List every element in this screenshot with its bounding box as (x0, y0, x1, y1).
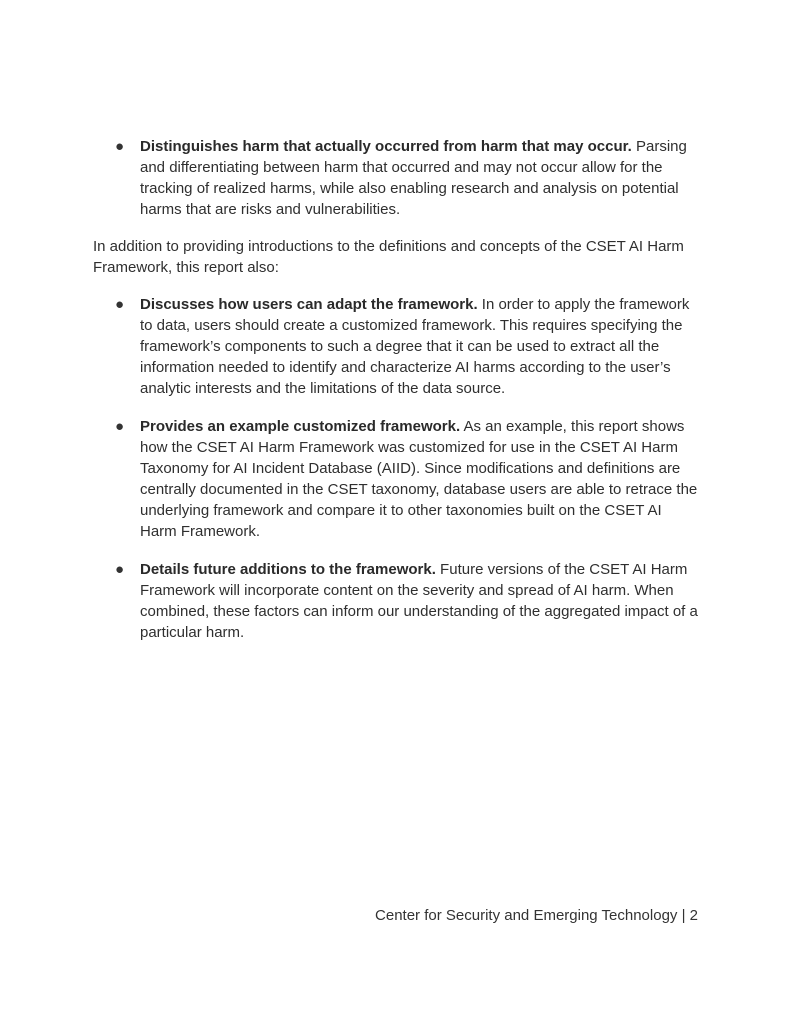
bullet-lead: Details future additions to the framework. (140, 561, 436, 578)
bullet-icon: ● (115, 296, 125, 313)
bullet-icon: ● (115, 561, 125, 578)
list-item (93, 136, 698, 220)
bullet-text: As an example, this report shows how the CSET AI Harm Framework was customized for use in the CSET AI Harm Taxonomy for AI Incident Database (AIID). Since modifications and definitions are centrally documented in the CSET taxonomy, database users are able to retrace the underlying framework and compare it to other taxonomies built on the CSET AI Harm Framework. (140, 418, 698, 540)
page-footer: Center for Security and Emerging Technology | 2 (375, 907, 698, 924)
bullet-lead: Distinguishes harm that actually occurred from harm that may occur. (140, 138, 632, 155)
intro-paragraph: In addition to providing introductions to the definitions and concepts of the CSET AI Harm Framework, this report also: (93, 238, 684, 276)
bullet-lead: Provides an example customized framework. (140, 418, 461, 435)
bullet-list-top (93, 136, 698, 237)
bullet-text: In order to apply the framework to data, users should create a customized framework. This requires specifying the framework’s components to such a degree that it can be used to extract all the information needed to identify and characterize AI harms according to the user’s analytic interests and the limitations of the data source. (140, 296, 690, 397)
bullet-lead: Discusses how users can adapt the framework. (140, 296, 478, 313)
bullet-list-bottom (93, 294, 698, 660)
list-item (93, 416, 698, 542)
list-item (93, 294, 698, 399)
list-item (93, 559, 698, 643)
bullet-text: Parsing and differentiating between harm that occurred and may not occur allow for the tracking of realized harms, while also enabling research and analysis on potential harms that are risks and vulnerabilities. (140, 138, 687, 218)
bullet-icon: ● (115, 418, 125, 435)
bullet-icon: ● (115, 138, 125, 155)
bullet-text: Future versions of the CSET AI Harm Framework will incorporate content on the severity and spread of AI harm. When combined, these factors can inform our understanding of the aggregated impact of a particular harm. (140, 561, 698, 641)
